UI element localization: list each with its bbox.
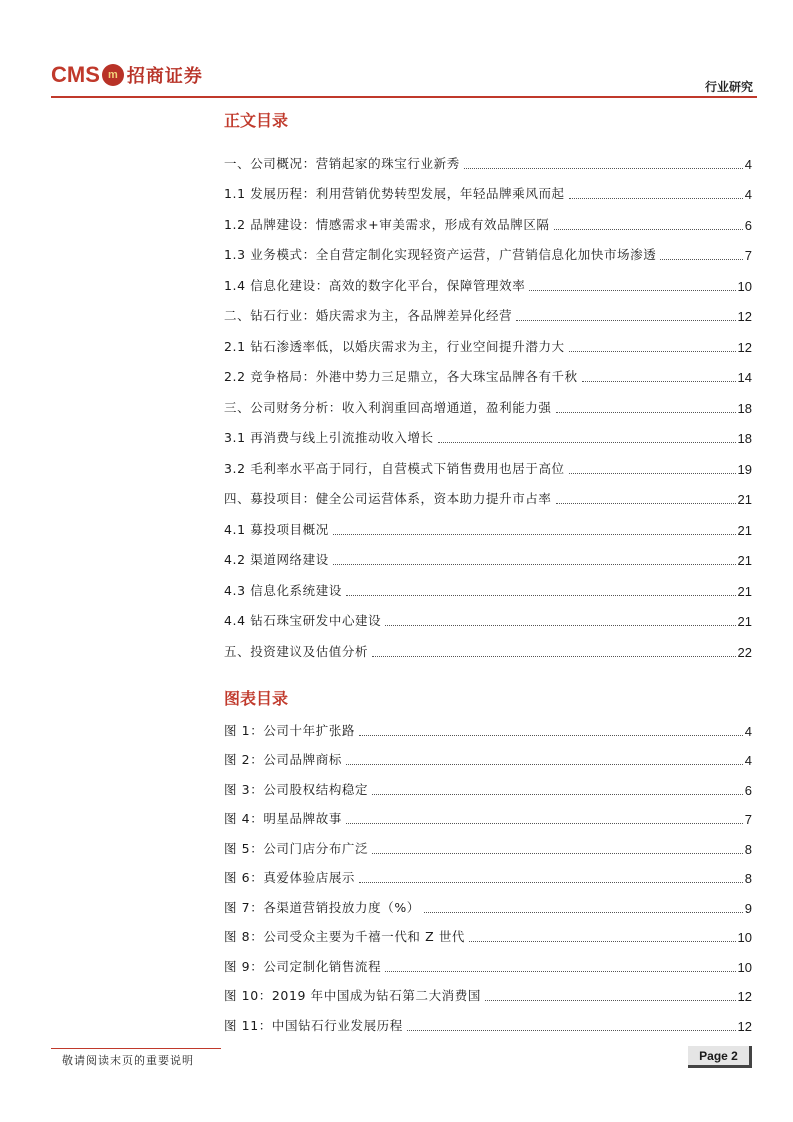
dot-leader [660,258,742,260]
dot-leader [333,563,736,565]
toc-entry-page: 7 [744,248,752,263]
page-number: Page 2 [688,1046,752,1068]
toc-entry-page: 18 [737,400,752,416]
contents-title: 正文目录 [224,111,289,130]
toc-entry[interactable] [224,568,752,599]
toc-entry-page: 4 [744,723,752,739]
dot-leader [333,533,736,535]
dot-leader [464,167,743,169]
logo-mark-icon: m [102,64,124,86]
toc-entry-label[interactable]: 2.2 竞争格局：外港中势力三足鼎立，各大珠宝品牌各有千秋 [224,369,578,384]
dot-leader [359,881,743,883]
dot-leader [556,411,736,413]
toc-entry-label[interactable]: 1.2 品牌建设：情感需求+审美需求，形成有效品牌区隔 [224,216,550,232]
toc-entry-page: 8 [744,841,752,857]
header-divider [51,96,757,98]
footer-divider [51,1048,221,1049]
dot-leader [346,822,743,824]
toc-entry[interactable] [224,739,752,769]
dot-leader [359,734,743,736]
toc-entry-label[interactable]: 图 2：公司品牌商标 [224,752,342,767]
dot-leader [569,350,736,352]
toc-entry[interactable] [224,202,752,233]
toc-entry-page: 22 [737,644,752,660]
toc-entry[interactable] [224,263,752,294]
dot-leader [424,911,743,913]
toc-entry-page: 19 [737,461,752,477]
toc-entry-label[interactable]: 图 4：明星品牌故事 [224,811,342,826]
toc-entry-label[interactable]: 三、公司财务分析：收入利润重回高增通道，盈利能力强 [224,399,552,415]
dot-leader [556,502,736,504]
toc-entry-label[interactable]: 图 11：中国钻石行业发展历程 [224,1017,403,1033]
toc-entry[interactable] [224,294,752,325]
dot-leader [529,289,735,291]
toc-entry[interactable] [224,477,752,508]
toc-entry[interactable] [224,916,752,946]
toc-entry[interactable] [224,538,752,569]
toc-entry-page: 6 [744,217,752,233]
table-of-contents [224,141,752,660]
toc-entry-label[interactable]: 图 7：各渠道营销投放力度（%） [224,899,420,915]
logo-cms-text: CMS [51,62,100,87]
toc-entry-page: 7 [744,812,752,827]
toc-entry[interactable] [224,446,752,477]
toc-entry-label[interactable]: 4.3 信息化系统建设 [224,582,342,598]
toc-entry[interactable] [224,1004,752,1034]
toc-entry-label[interactable]: 3.1 再消费与线上引流推动收入增长 [224,430,434,445]
toc-entry-page: 12 [737,339,752,355]
dot-leader [385,624,735,626]
toc-entry-page: 9 [744,900,752,916]
toc-entry[interactable] [224,975,752,1005]
dot-leader [582,380,736,382]
toc-entry-page: 4 [744,753,752,768]
toc-entry-label[interactable]: 图 8：公司受众主要为千禧一代和 Z 世代 [224,929,466,944]
dot-leader [346,763,743,765]
toc-entry-page: 12 [737,309,752,324]
toc-entry[interactable] [224,355,752,386]
dot-leader [438,441,736,443]
toc-entry-page: 10 [737,278,752,294]
list-of-figures [224,709,752,1034]
toc-entry-label[interactable]: 图 10：2019 年中国成为钻石第二大消费国 [224,988,481,1003]
toc-entry-page: 8 [744,871,752,886]
toc-entry-label[interactable]: 1.4 信息化建设：高效的数字化平台，保障管理效率 [224,277,526,293]
toc-entry[interactable] [224,507,752,538]
toc-entry[interactable] [224,886,752,916]
toc-entry-label[interactable]: 4.2 渠道网络建设 [224,552,329,567]
toc-entry-page: 14 [737,370,752,385]
toc-entry-page: 18 [737,431,752,446]
dot-leader [407,1029,736,1031]
page-header [51,60,757,98]
toc-entry-label[interactable]: 2.1 钻石渗透率低，以婚庆需求为主，行业空间提升潜力大 [224,338,565,354]
toc-entry-label[interactable]: 图 3：公司股权结构稳定 [224,781,369,797]
toc-entry[interactable] [224,857,752,887]
dot-leader [372,655,735,657]
toc-entry-page: 10 [737,959,752,975]
toc-entry[interactable] [224,385,752,416]
disclaimer-note: 敬请阅读末页的重要说明 [62,1054,194,1067]
toc-entry[interactable] [224,945,752,975]
figures-title: 图表目录 [224,689,289,708]
toc-entry[interactable] [224,629,752,660]
toc-entry[interactable] [224,416,752,447]
toc-entry-page: 21 [737,614,752,629]
dot-leader [554,228,743,230]
dot-leader [569,472,736,474]
toc-entry[interactable] [224,233,752,264]
toc-entry[interactable] [224,141,752,172]
toc-entry-page: 6 [744,782,752,798]
toc-entry[interactable] [224,599,752,630]
toc-entry[interactable] [224,172,752,203]
toc-entry-label[interactable]: 四、募投项目：健全公司运营体系，资本助力提升市占率 [224,491,552,506]
toc-entry-label[interactable]: 图 1：公司十年扩张路 [224,722,356,738]
toc-entry-page: 4 [744,156,752,172]
toc-entry-page: 10 [737,930,752,945]
dot-leader [346,594,736,596]
toc-entry-page: 12 [737,989,752,1004]
toc-entry-label[interactable]: 图 6：真爱体验店展示 [224,870,356,885]
toc-entry-label[interactable]: 二、钻石行业：婚庆需求为主，各品牌差异化经营 [224,308,513,323]
toc-entry-page: 4 [744,187,752,202]
dot-leader [385,970,735,972]
dot-leader [372,793,743,795]
dot-leader [485,999,736,1001]
company-logo [51,60,203,90]
dot-leader [569,197,743,199]
toc-entry-page: 21 [737,492,752,507]
logo-chinese-text: 招商证券 [126,66,203,87]
toc-entry[interactable] [224,324,752,355]
toc-entry-page: 21 [737,583,752,599]
toc-entry-label[interactable]: 1.1 发展历程：利用营销优势转型发展，年轻品牌乘风而起 [224,186,565,201]
toc-entry[interactable] [224,709,752,739]
toc-entry-label[interactable]: 一、公司概况：营销起家的珠宝行业新秀 [224,155,460,171]
toc-entry-label[interactable]: 1.3 业务模式：全自营定制化实现轻资产运营，广营销信息化加快市场渗透 [224,247,657,262]
toc-entry-label[interactable]: 图 9：公司定制化销售流程 [224,958,382,974]
toc-entry[interactable] [224,798,752,828]
report-category: 行业研究 [704,80,753,94]
toc-entry-page: 21 [737,522,752,538]
toc-entry-page: 12 [737,1018,752,1034]
dot-leader [372,852,743,854]
toc-entry-page: 21 [737,553,752,568]
toc-entry-label[interactable]: 3.2 毛利率水平高于同行，自营模式下销售费用也居于高位 [224,460,565,476]
toc-entry-label[interactable]: 4.1 募投项目概况 [224,521,329,537]
dot-leader [516,319,735,321]
dot-leader [469,940,735,942]
toc-entry-label[interactable]: 五、投资建议及估值分析 [224,643,369,659]
toc-entry[interactable] [224,768,752,798]
toc-entry[interactable] [224,827,752,857]
toc-entry-label[interactable]: 图 5：公司门店分布广泛 [224,840,369,856]
toc-entry-label[interactable]: 4.4 钻石珠宝研发中心建设 [224,613,382,628]
